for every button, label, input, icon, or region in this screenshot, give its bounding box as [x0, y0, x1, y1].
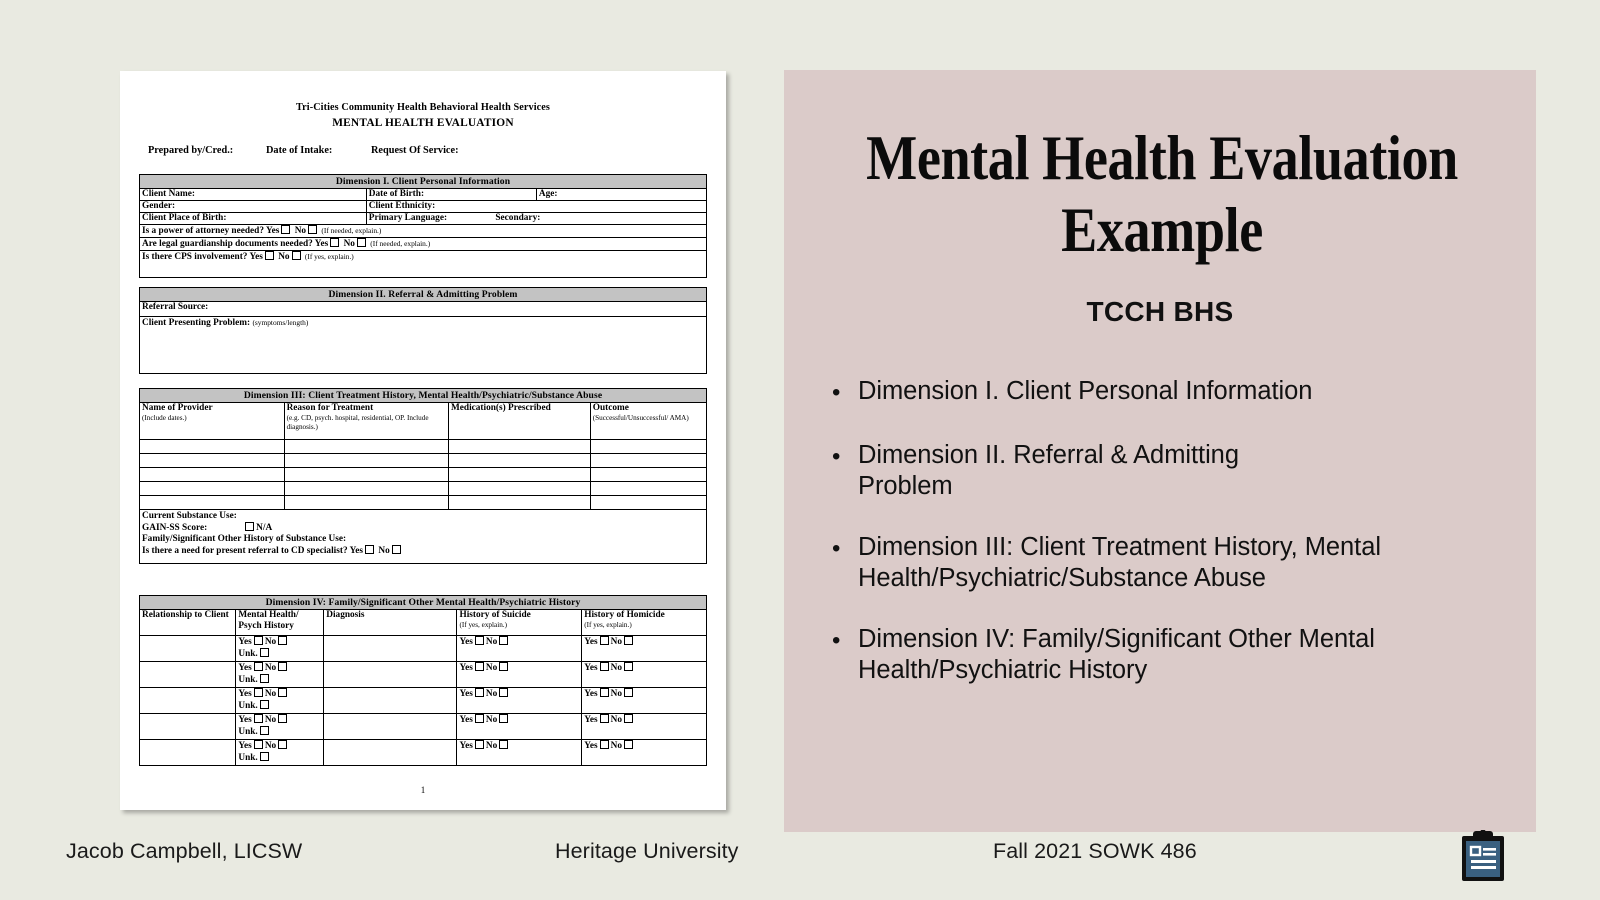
cell[interactable]: [140, 482, 285, 496]
col-note: (e.g. CD, psych. hospital, residential, OP. Include diagnosis.): [286, 414, 429, 431]
psych-yes-checkbox[interactable]: [254, 714, 263, 723]
cell[interactable]: [140, 454, 285, 468]
dimension-3-header: Dimension III: Client Treatment History, Mental Health/Psychiatric/Substance Abuse: [140, 389, 707, 403]
bullet-text: Dimension I. Client Personal Information: [858, 377, 1313, 405]
table-row[interactable]: [140, 440, 707, 454]
na-label: N/A: [256, 523, 273, 533]
col-label: Outcome: [592, 403, 629, 413]
psych-no-checkbox[interactable]: [278, 740, 287, 749]
suicide-yes-checkbox[interactable]: [475, 636, 484, 645]
presenting-problem-cell[interactable]: [140, 317, 707, 374]
homicide-yes-checkbox[interactable]: [600, 688, 609, 697]
cell[interactable]: [284, 440, 448, 454]
cell[interactable]: [140, 468, 285, 482]
col-note: (If yes, explain.): [584, 621, 632, 629]
cell[interactable]: [449, 496, 591, 510]
col-diagnosis: Diagnosis: [324, 610, 457, 636]
power-of-attorney-row[interactable]: [140, 225, 707, 238]
homicide-cell[interactable]: [582, 688, 707, 714]
language-cell[interactable]: [366, 213, 706, 225]
family-substance-history-label: Family/Significant Other History of Substance Use:: [142, 534, 347, 544]
current-substance-use-label: Current Substance Use:: [142, 511, 237, 521]
date-of-birth-cell[interactable]: Date of Birth:: [366, 189, 536, 201]
cd-referral-question: Is there a need for present referral to CD specialist?: [142, 546, 348, 556]
table-row[interactable]: [140, 688, 707, 714]
diagnosis-cell[interactable]: [324, 662, 457, 688]
col-name-of-provider: [140, 403, 285, 440]
relationship-cell[interactable]: [140, 636, 236, 662]
psych-no-checkbox[interactable]: [278, 662, 287, 671]
suicide-yes-checkbox[interactable]: [475, 740, 484, 749]
psych-unk-label: Unk.: [238, 753, 258, 763]
prepared-row: [148, 145, 459, 156]
cd-yes-label: Yes: [349, 546, 364, 556]
cell[interactable]: [449, 482, 591, 496]
list-item: [832, 376, 1504, 410]
table-row[interactable]: [140, 482, 707, 496]
suicide-yes-checkbox[interactable]: [475, 688, 484, 697]
page-number: 1: [420, 785, 426, 795]
suicide-yes-checkbox[interactable]: [475, 662, 484, 671]
cps-yes-label: Yes: [249, 252, 263, 262]
cell[interactable]: [449, 440, 591, 454]
suicide-no-label: No: [485, 741, 498, 751]
suicide-no-checkbox[interactable]: [499, 662, 508, 671]
suicide-yes-label: Yes: [459, 741, 473, 751]
psych-yes-label: Yes: [238, 689, 252, 699]
poa-yes-checkbox[interactable]: [281, 225, 290, 234]
col-history-of-suicide: [457, 610, 582, 636]
psych-yes-checkbox[interactable]: [254, 740, 263, 749]
diagnosis-cell[interactable]: [324, 636, 457, 662]
client-ethnicity-cell[interactable]: Client Ethnicity:: [366, 201, 706, 213]
homicide-no-label: No: [610, 637, 623, 647]
substance-use-block[interactable]: [140, 510, 707, 564]
col-reason-for-treatment: [284, 403, 448, 440]
homicide-yes-label: Yes: [584, 715, 598, 725]
gender-cell[interactable]: Gender:: [140, 201, 367, 213]
psych-yes-checkbox[interactable]: [254, 688, 263, 697]
table-row[interactable]: [140, 496, 707, 510]
bullet-list: [832, 376, 1504, 716]
footer-author: Jacob Campbell, LICSW: [66, 839, 303, 863]
relationship-cell[interactable]: [140, 740, 236, 766]
homicide-yes-checkbox[interactable]: [600, 662, 609, 671]
suicide-yes-label: Yes: [459, 715, 473, 725]
footer-organization: Heritage University: [555, 839, 739, 863]
cell[interactable]: [590, 496, 706, 510]
suicide-cell[interactable]: [457, 740, 582, 766]
col-note: (If yes, explain.): [459, 621, 507, 629]
bullet-marker-icon: •: [832, 443, 841, 470]
secondary-language-label: Secondary:: [495, 213, 541, 223]
psych-unk-label: Unk.: [238, 649, 258, 659]
cell[interactable]: [590, 454, 706, 468]
list-item: [832, 532, 1504, 594]
bullet-marker-icon: •: [832, 535, 841, 562]
psych-no-checkbox[interactable]: [278, 688, 287, 697]
psych-no-label: No: [264, 741, 277, 751]
psych-unk-checkbox[interactable]: [260, 752, 269, 761]
clipboard-icon[interactable]: [1458, 830, 1508, 882]
dimension-1-table: [139, 174, 707, 278]
psych-history-cell[interactable]: [236, 636, 324, 662]
col-relationship-to-client: Relationship to Client: [140, 610, 236, 636]
guardianship-yes-label: Yes: [314, 239, 329, 249]
guardianship-no-checkbox[interactable]: [357, 238, 366, 247]
client-name-cell[interactable]: Client Name:: [140, 189, 367, 201]
bullet-marker-icon: •: [832, 379, 841, 406]
guardianship-question: Are legal guardianship documents needed?: [142, 239, 313, 249]
psych-no-checkbox[interactable]: [278, 636, 287, 645]
dimension-4-table: [139, 595, 707, 766]
date-of-intake-label: Date of Intake:: [266, 145, 333, 156]
col-note: (Successful/Unsuccessful/ AMA): [592, 414, 689, 422]
cd-no-label: No: [378, 546, 390, 556]
suicide-cell[interactable]: [457, 662, 582, 688]
cell[interactable]: [284, 482, 448, 496]
col-label: Reason for Treatment: [286, 403, 374, 413]
age-cell[interactable]: Age:: [536, 189, 706, 201]
suicide-yes-label: Yes: [459, 663, 473, 673]
cell[interactable]: [449, 454, 591, 468]
psych-no-label: No: [264, 715, 277, 725]
col-outcome: [590, 403, 706, 440]
place-of-birth-cell[interactable]: Client Place of Birth:: [140, 213, 367, 225]
col-medications-prescribed: [449, 403, 591, 440]
footer-course: Fall 2021 SOWK 486: [993, 839, 1197, 863]
bullet-text: Dimension IV: Family/Significant Other Mental Health/Psychiatric History: [858, 625, 1375, 684]
table-row[interactable]: [140, 740, 707, 766]
cps-yes-checkbox[interactable]: [265, 251, 274, 260]
psych-unk-label: Unk.: [238, 675, 258, 685]
psych-unk-checkbox[interactable]: [260, 674, 269, 683]
table-row[interactable]: [140, 468, 707, 482]
homicide-yes-checkbox[interactable]: [600, 636, 609, 645]
homicide-yes-label: Yes: [584, 663, 598, 673]
poa-note: (If needed, explain.): [321, 226, 382, 235]
suicide-no-checkbox[interactable]: [499, 740, 508, 749]
psych-yes-checkbox[interactable]: [254, 662, 263, 671]
guardianship-no-label: No: [343, 239, 355, 249]
homicide-no-label: No: [610, 663, 623, 673]
organization-line: Tri-Cities Community Health Behavioral Health Services: [296, 102, 550, 113]
table-row[interactable]: [140, 636, 707, 662]
diagnosis-cell[interactable]: [324, 740, 457, 766]
na-checkbox[interactable]: [245, 522, 254, 531]
cps-note: (If yes, explain.): [304, 252, 354, 261]
poa-no-checkbox[interactable]: [308, 225, 317, 234]
table-row[interactable]: [140, 454, 707, 468]
suicide-yes-label: Yes: [459, 637, 473, 647]
col-mental-health-psych-history: Mental Health/ Psych History: [236, 610, 324, 636]
request-of-service-label: Request Of Service:: [371, 145, 459, 156]
psych-unk-checkbox[interactable]: [260, 648, 269, 657]
dimension-1-header: Dimension I. Client Personal Information: [140, 175, 707, 189]
suicide-no-label: No: [485, 715, 498, 725]
guardianship-row[interactable]: [140, 238, 707, 251]
col-label: History of Suicide: [459, 610, 531, 620]
dimension-3-table: [139, 388, 707, 564]
guardianship-yes-checkbox[interactable]: [330, 238, 339, 247]
cell[interactable]: [284, 496, 448, 510]
bullet-marker-icon: •: [832, 627, 841, 654]
suicide-no-label: No: [485, 689, 498, 699]
cell[interactable]: [590, 482, 706, 496]
dimension-4-header: Dimension IV: Family/Significant Other Mental Health/Psychiatric History: [140, 596, 707, 610]
col-label: Medication(s) Prescribed: [451, 403, 551, 413]
bullet-text: Dimension II. Referral & Admitting Problem: [858, 441, 1239, 500]
homicide-no-checkbox[interactable]: [624, 636, 633, 645]
poa-question: Is a power of attorney needed?: [142, 226, 264, 236]
psych-yes-label: Yes: [238, 715, 252, 725]
cps-no-checkbox[interactable]: [292, 251, 301, 260]
table-row[interactable]: [140, 662, 707, 688]
psych-yes-label: Yes: [238, 663, 252, 673]
col-note: (Include dates.): [142, 414, 187, 422]
col-label: History of Homicide: [584, 610, 665, 620]
relationship-cell[interactable]: [140, 688, 236, 714]
suicide-no-label: No: [485, 637, 498, 647]
psych-unk-label: Unk.: [238, 727, 258, 737]
cps-row[interactable]: [140, 251, 707, 278]
homicide-no-checkbox[interactable]: [624, 714, 633, 723]
homicide-no-checkbox[interactable]: [624, 740, 633, 749]
homicide-cell[interactable]: [582, 662, 707, 688]
cell[interactable]: [140, 440, 285, 454]
homicide-yes-label: Yes: [584, 741, 598, 751]
relationship-cell[interactable]: [140, 662, 236, 688]
psych-yes-checkbox[interactable]: [254, 636, 263, 645]
dimension-2-header: Dimension II. Referral & Admitting Problem: [140, 288, 707, 302]
gain-ss-label: GAIN-SS Score:: [142, 523, 208, 533]
suicide-cell[interactable]: [457, 636, 582, 662]
dimension-2-table: [139, 287, 707, 374]
psych-unk-checkbox[interactable]: [260, 700, 269, 709]
list-item: [832, 624, 1504, 686]
relationship-cell[interactable]: [140, 714, 236, 740]
guardianship-note: (If needed, explain.): [370, 239, 431, 248]
slide-content-panel: [784, 70, 1536, 832]
psych-no-label: No: [264, 689, 277, 699]
psych-no-label: No: [264, 663, 277, 673]
cell[interactable]: [449, 468, 591, 482]
poa-yes-label: Yes: [265, 226, 280, 236]
cd-no-checkbox[interactable]: [392, 545, 401, 554]
homicide-no-checkbox[interactable]: [624, 688, 633, 697]
homicide-yes-checkbox[interactable]: [600, 740, 609, 749]
suicide-cell[interactable]: [457, 688, 582, 714]
suicide-no-label: No: [485, 663, 498, 673]
cd-yes-checkbox[interactable]: [365, 545, 374, 554]
primary-language-label: Primary Language:: [368, 213, 448, 223]
homicide-yes-checkbox[interactable]: [600, 714, 609, 723]
psych-history-cell[interactable]: [236, 714, 324, 740]
suicide-cell[interactable]: [457, 714, 582, 740]
homicide-yes-label: Yes: [584, 637, 598, 647]
document-page[interactable]: [120, 71, 726, 810]
homicide-cell[interactable]: [582, 740, 707, 766]
bullet-text: Dimension III: Client Treatment History, Mental Health/Psychiatric/Substance Abuse: [858, 533, 1381, 592]
presenting-problem-note: (symptoms/length): [252, 318, 309, 327]
slide-title: Mental Health Evaluation Example: [866, 123, 1458, 265]
list-item: [832, 440, 1504, 502]
cell[interactable]: [284, 468, 448, 482]
diagnosis-cell[interactable]: [324, 714, 457, 740]
poa-no-label: No: [294, 226, 307, 236]
suicide-yes-checkbox[interactable]: [475, 714, 484, 723]
homicide-cell[interactable]: [582, 636, 707, 662]
psych-yes-label: Yes: [238, 741, 252, 751]
slide-subtitle: TCCH BHS: [1086, 296, 1234, 327]
psych-no-checkbox[interactable]: [278, 714, 287, 723]
psych-unk-label: Unk.: [238, 701, 258, 711]
cell[interactable]: [590, 468, 706, 482]
suicide-no-checkbox[interactable]: [499, 688, 508, 697]
psych-unk-checkbox[interactable]: [260, 726, 269, 735]
referral-source-cell[interactable]: Referral Source:: [140, 302, 707, 317]
col-history-of-homicide: [582, 610, 707, 636]
homicide-no-checkbox[interactable]: [624, 662, 633, 671]
prepared-by-label: Prepared by/Cred.:: [148, 145, 234, 156]
cd-referral-row[interactable]: [142, 545, 704, 557]
homicide-no-label: No: [610, 715, 623, 725]
cell[interactable]: [140, 496, 285, 510]
form-title: MENTAL HEALTH EVALUATION: [332, 117, 514, 129]
cell[interactable]: [284, 454, 448, 468]
presenting-problem-label: Client Presenting Problem:: [142, 318, 251, 328]
psych-history-cell[interactable]: [236, 740, 324, 766]
homicide-no-label: No: [610, 689, 623, 699]
gain-ss-row[interactable]: [142, 522, 704, 534]
homicide-no-label: No: [610, 741, 623, 751]
suicide-yes-label: Yes: [459, 689, 473, 699]
suicide-no-checkbox[interactable]: [499, 714, 508, 723]
psych-history-cell[interactable]: [236, 662, 324, 688]
homicide-yes-label: Yes: [584, 689, 598, 699]
cell[interactable]: [590, 440, 706, 454]
diagnosis-cell[interactable]: [324, 688, 457, 714]
suicide-no-checkbox[interactable]: [499, 636, 508, 645]
psych-no-label: No: [264, 637, 277, 647]
cps-question: Is there CPS involvement?: [142, 252, 248, 262]
psych-yes-label: Yes: [238, 637, 252, 647]
homicide-cell[interactable]: [582, 714, 707, 740]
psych-history-cell[interactable]: [236, 688, 324, 714]
col-label: Name of Provider: [142, 403, 213, 413]
cps-no-label: No: [278, 252, 290, 262]
table-row[interactable]: [140, 714, 707, 740]
